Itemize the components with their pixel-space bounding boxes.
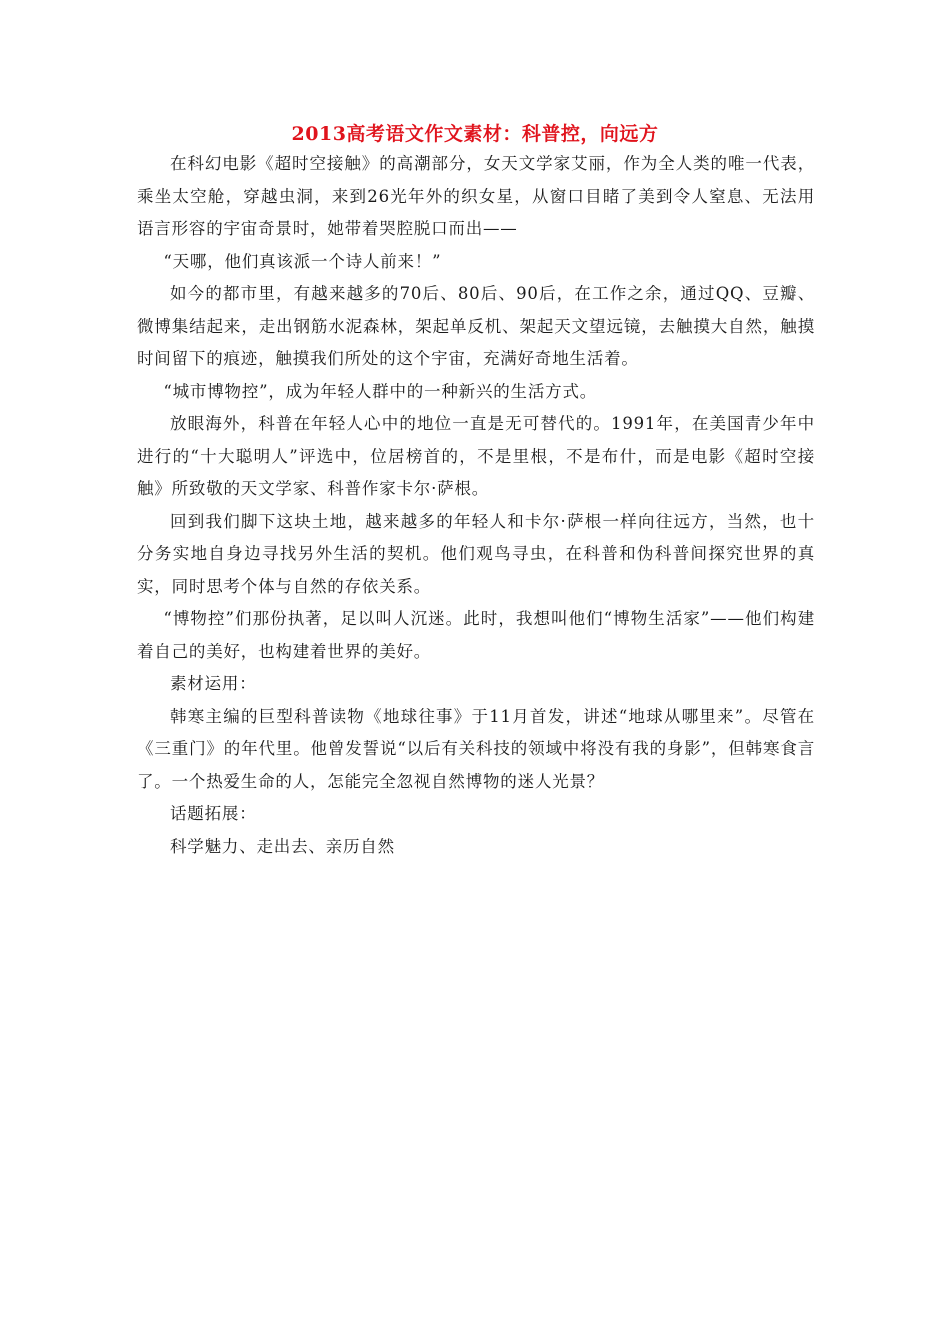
document-title: 2013高考语文作文素材：科普控，向远方 [291, 123, 659, 145]
document-body [137, 148, 815, 863]
paragraph-quote: “天哪，他们真该派一个诗人前来！” [163, 251, 442, 271]
section-heading-topic-extension: 话题拓展： [170, 804, 257, 823]
paragraph-homeland: 回到我们脚下这块土地，越来越多的年轻人和卡尔·萨根一样向往远方，当然，也十分务实地自身边寻找另外生活的契机。他们观鸟寻虫，在科普和伪科普间探究世界的真实，同时思考个体与自然的存依关系。 [137, 511, 815, 596]
section-heading-material-use: 素材运用： [170, 674, 257, 693]
paragraph-han-han: 韩寒主编的巨型科普读物《地球往事》于11月首发，讲述“地球从哪里来”。尽管在《三重门》的年代里。他曾发誓说“以后有关科技的领域中将没有我的身影”，但韩寒食言了。一个热爱生命的人，怎能完全忽视自然博物的迷人光景？ [137, 706, 815, 791]
paragraph-museum-fans: “城市博物控”，成为年轻人群中的一种新兴的生活方式。 [163, 381, 598, 401]
paragraph-city: 如今的都市里，有越来越多的70后、80后、90后，在工作之余，通过QQ、豆瓣、微博集结起来，走出钢筋水泥森林，架起单反机、架起天文望远镜，去触摸大自然，触摸时间留下的痕迹，触摸我们所处的这个宇宙，充满好奇地生活着。 [137, 284, 815, 368]
paragraph-intro: 在科幻电影《超时空接触》的高潮部分，女天文学家艾丽，作为全人类的唯一代表，乘坐太空舱，穿越虫洞，来到26光年外的织女星，从窗口目睹了美到令人窒息、无法用语言形容的宇宙奇景时，她带着哭腔脱口而出—— [137, 154, 815, 238]
paragraph-topics: 科学魅力、走出去、亲历自然 [170, 836, 395, 856]
paragraph-overseas: 放眼海外，科普在年轻人心中的地位一直是无可替代的。1991年，在美国青少年中进行的“十大聪明人”评选中，位居榜首的，不是里根，不是布什，而是电影《超时空接触》所致敬的天文学家、科普作家卡尔·萨根。 [137, 414, 815, 498]
paragraph-obsession: “博物控”们那份执著，足以叫人沉迷。此时，我想叫他们“博物生活家”——他们构建着自己的美好，也构建着世界的美好。 [137, 609, 815, 661]
